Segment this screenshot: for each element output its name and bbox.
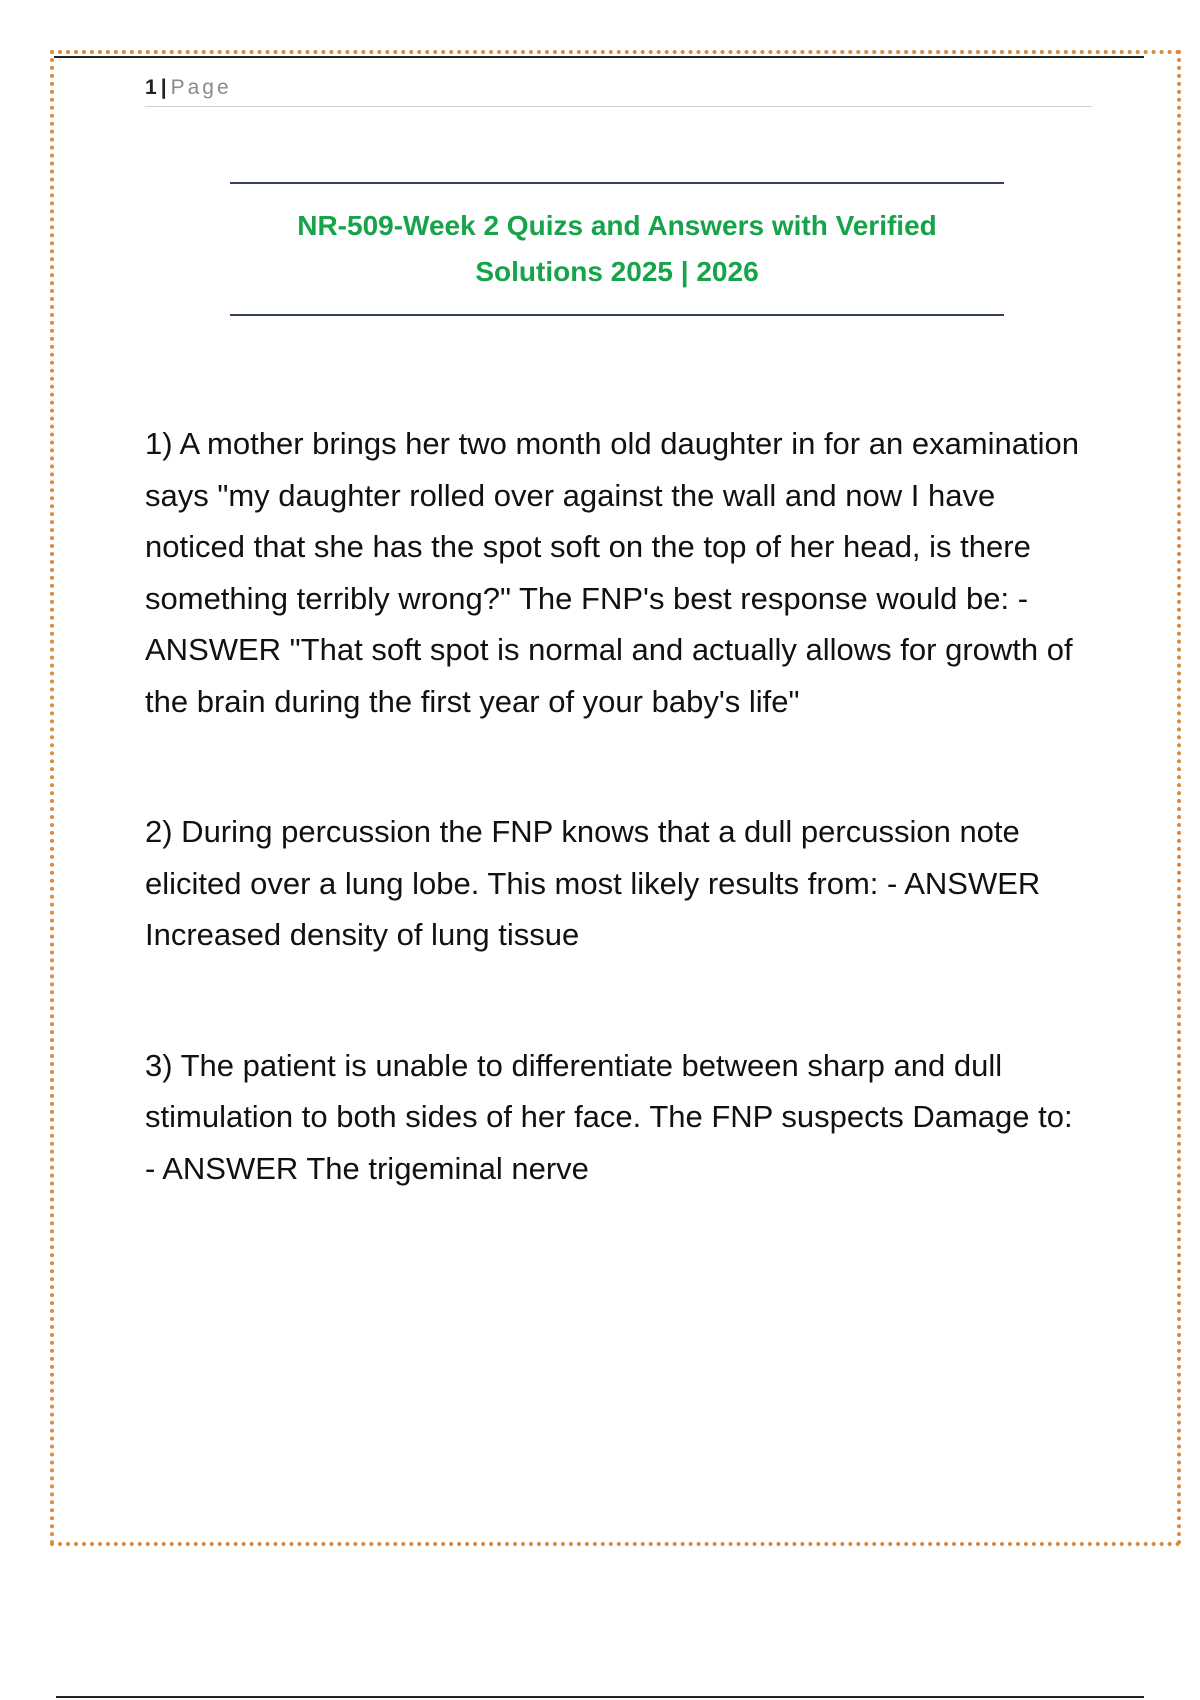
page-label: Page	[170, 76, 232, 99]
title-line-1: NR-509-Week 2 Quizs and Answers with Verified	[297, 210, 937, 241]
question-3: 3) The patient is unable to differentiate between sharp and dull stimulation to both sides of her face. The FNP suspects Damage to: - ANSWER The trigeminal nerve	[145, 1047, 1073, 1186]
title-line-2: Solutions 2025 | 2026	[475, 256, 759, 287]
document-title	[230, 182, 1004, 316]
page-header	[145, 74, 1092, 107]
question-list	[145, 418, 1085, 1273]
question-2: 2) During percussion the FNP knows that a dull percussion note elicited over a lung lobe. This most likely results from: - ANSWER Increased density of lung tissue	[145, 814, 1041, 952]
page-number: 1	[145, 76, 157, 99]
top-rule	[54, 56, 1144, 58]
next-page-rule	[56, 1696, 1144, 1698]
page-separator: |	[160, 76, 167, 99]
question-1: 1) A mother brings her two month old daughter in for an examination says "my daughter rolled over against the wall and now I have noticed that she has the spot soft on the top of her head, is there something terribly wrong?" The FNP's best response would be: - ANSWER "That soft spot is normal and actually allows for growth of the brain during the first year of your baby's life"	[145, 426, 1079, 719]
